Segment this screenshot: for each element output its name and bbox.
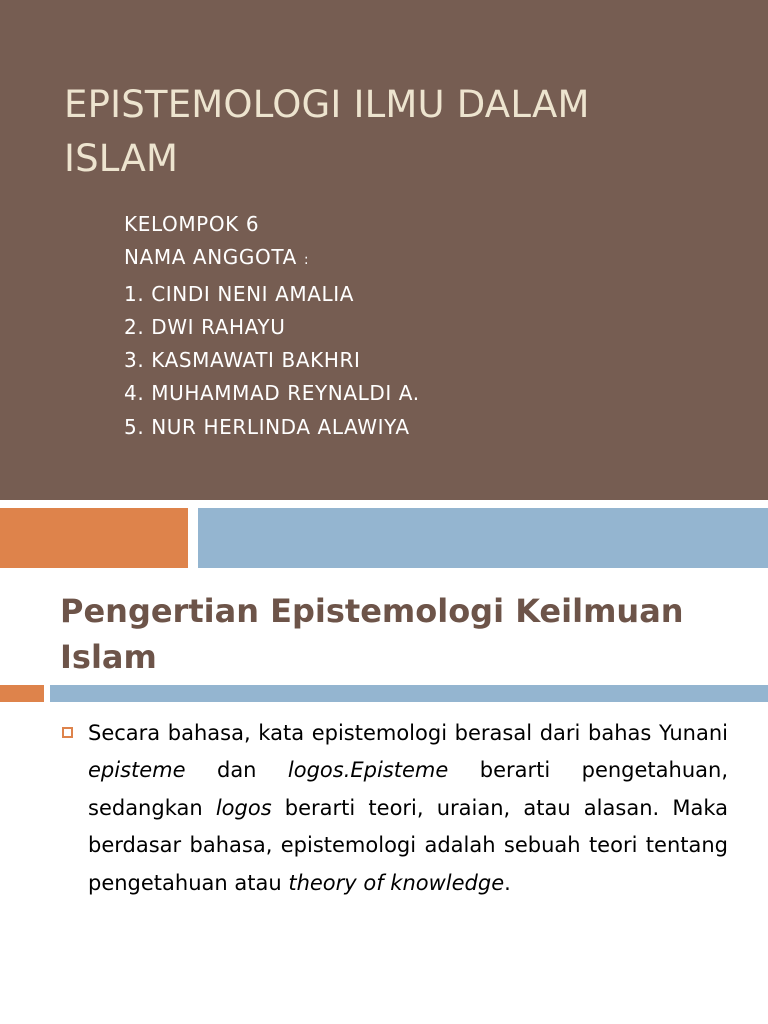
blue-accent-band [198, 508, 768, 568]
members-label: NAMA ANGGOTA [124, 245, 297, 270]
orange-accent-band [0, 508, 188, 568]
paragraph-text: berarti pengetahuan, sedangkan [88, 758, 728, 820]
members-label-line [124, 241, 684, 277]
paragraph-italic: logos [215, 795, 272, 820]
members-colon: : [303, 252, 310, 269]
member-item: 5. NUR HERLINDA ALAWIYA [124, 414, 410, 439]
member-item: 2. DWI RAHAYU [124, 314, 286, 339]
paragraph-italic: logos. [287, 758, 351, 783]
title-slide [0, 0, 768, 500]
paragraph-italic: episteme [88, 758, 186, 783]
definition-paragraph [88, 715, 728, 902]
orange-divider [0, 685, 44, 702]
paragraph-text: . [504, 870, 511, 895]
section-heading: Pengertian Epistemologi Keilmuan Islam [60, 592, 684, 676]
paragraph-text: Secara bahasa, kata epistemologi berasal dari bahas Yunani [88, 721, 728, 745]
paragraph-italic: theory of knowledge [288, 870, 505, 895]
member-item: 3. KASMAWATI BAKHRI [124, 348, 361, 373]
paragraph-text: berarti teori, uraian, atau alasan. Maka berdasar bahasa, epistemologi adalah sebuah teori tentang pengetahuan atau [88, 795, 728, 895]
member-item: 1. CINDI NENI AMALIA [124, 281, 355, 306]
member-item: 4. MUHAMMAD REYNALDI A. [124, 381, 420, 406]
slide-title: EPISTEMOLOGI ILMU DALAM ISLAM [64, 83, 590, 180]
blue-divider [50, 685, 768, 702]
paragraph-italic: Episteme [350, 758, 449, 783]
square-bullet-icon [62, 727, 73, 738]
group-label: KELOMPOK 6 [124, 212, 260, 236]
member-list [124, 208, 684, 444]
paragraph-text: dan [185, 758, 288, 783]
